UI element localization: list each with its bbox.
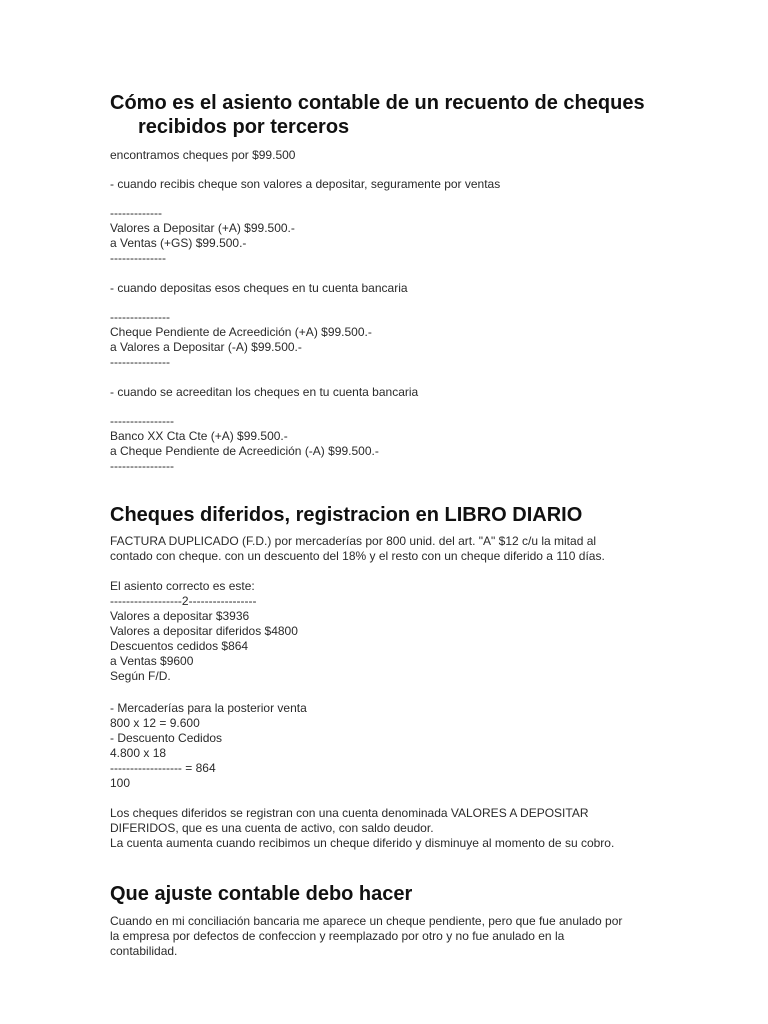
paragraph-line: contabilidad. — [110, 944, 178, 958]
calc-line: 4.800 x 18 — [110, 746, 167, 760]
entry-separator: ---------------- — [110, 414, 174, 428]
section1-entry1 — [110, 206, 670, 266]
section1-entry2 — [110, 310, 670, 370]
asiento-label: El asiento correcto es este: — [110, 579, 255, 593]
section2-para1 — [110, 534, 670, 564]
entry-line: Valores a Depositar (+A) $99.500.- — [110, 221, 295, 235]
section1-note2: - cuando depositas esos cheques en tu cuenta bancaria — [110, 281, 408, 295]
entry-separator: ---------------- — [110, 459, 174, 473]
section1-note2-block — [110, 281, 670, 296]
section1-title — [110, 91, 670, 139]
calc-line: ------------------ = 864 — [110, 761, 216, 775]
calc-line: 100 — [110, 776, 131, 790]
entry-line: Cheque Pendiente de Acreedición (+A) $99.500.- — [110, 325, 372, 339]
paragraph-line: La cuenta aumenta cuando recibimos un cheque diferido y disminuye al momento de su cobro. — [110, 836, 615, 850]
section1-intro: encontramos cheques por $99.500 — [110, 148, 296, 162]
section2-asiento — [110, 579, 670, 684]
paragraph-line: Cuando en mi conciliación bancaria me aparece un cheque pendiente, pero que fue anulado por — [110, 914, 623, 928]
section1-note3-block — [110, 385, 670, 400]
section1-title-line2: recibidos por terceros — [138, 116, 350, 138]
calc-line: 800 x 12 = 9.600 — [110, 716, 200, 730]
section2-para2 — [110, 806, 670, 851]
section1-entry3 — [110, 414, 670, 474]
asiento-line: a Ventas $9600 — [110, 654, 194, 668]
calc-line: - Descuento Cedidos — [110, 731, 223, 745]
section2-calc — [110, 701, 670, 791]
section1-note1: - cuando recibis cheque son valores a depositar, seguramente por ventas — [110, 177, 501, 191]
asiento-line: Descuentos cedidos $864 — [110, 639, 249, 653]
entry-separator: --------------- — [110, 355, 170, 369]
paragraph-line: Los cheques diferidos se registran con una cuenta denominada VALORES A DEPOSITAR — [110, 806, 589, 820]
section3-para — [110, 914, 670, 959]
paragraph-line: la empresa por defectos de confeccion y reemplazado por otro y no fue anulado en la — [110, 929, 565, 943]
entry-separator: ------------- — [110, 206, 162, 220]
paragraph-line: FACTURA DUPLICADO (F.D.) por mercaderías por 800 unid. del art. "A" $12 c/u la mitad al — [110, 534, 597, 548]
section3-title: Que ajuste contable debo hacer — [110, 883, 413, 905]
entry-line: a Ventas (+GS) $99.500.- — [110, 236, 247, 250]
entry-separator: -------------- — [110, 251, 166, 265]
section1-intro-block — [110, 148, 670, 163]
asiento-line: Valores a depositar diferidos $4800 — [110, 624, 298, 638]
calc-line: - Mercaderías para la posterior venta — [110, 701, 307, 715]
entry-line: a Cheque Pendiente de Acreedición (-A) $99.500.- — [110, 444, 379, 458]
section2-title: Cheques diferidos, registracion en LIBRO DIARIO — [110, 504, 583, 526]
section1-note1-block — [110, 177, 670, 192]
entry-line: Banco XX Cta Cte (+A) $99.500.- — [110, 429, 288, 443]
asiento-line: Según F/D. — [110, 669, 171, 683]
asiento-separator: ------------------2----------------- — [110, 594, 257, 608]
entry-line: a Valores a Depositar (-A) $99.500.- — [110, 340, 302, 354]
asiento-line: Valores a depositar $3936 — [110, 609, 250, 623]
section1-title-line1: Cómo es el asiento contable de un recuento de cheques — [110, 92, 645, 114]
paragraph-line: contado con cheque. con un descuento del 18% y el resto con un cheque diferido a 110 días. — [110, 549, 605, 563]
entry-separator: --------------- — [110, 310, 170, 324]
paragraph-line: DIFERIDOS, que es una cuenta de activo, con saldo deudor. — [110, 821, 434, 835]
section1-note3: - cuando se acreeditan los cheques en tu cuenta bancaria — [110, 385, 419, 399]
